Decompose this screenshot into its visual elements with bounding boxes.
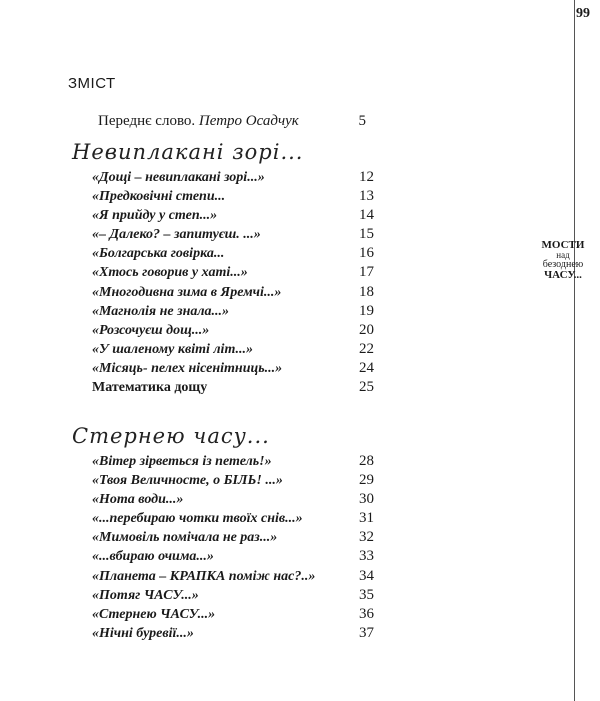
toc-entry[interactable] xyxy=(92,302,382,321)
toc-entry[interactable] xyxy=(92,624,382,643)
toc-entry-title: «Магнолія не знала...» xyxy=(92,303,230,319)
toc-entry[interactable] xyxy=(92,263,382,282)
toc-entry-title: «...перебираю чотки твоїх снів...» xyxy=(92,511,303,527)
toc-entry[interactable] xyxy=(92,206,382,225)
toc-entry[interactable] xyxy=(92,340,382,359)
toc-entry-page: 36 xyxy=(359,605,374,622)
margin-rule xyxy=(574,0,575,701)
toc-entry-title: «Нічні буревії...» xyxy=(92,625,194,641)
toc-entry-page: 18 xyxy=(359,283,374,300)
toc-entry-title: «Мимовіль помічала не раз...» xyxy=(92,530,278,546)
toc-entry[interactable] xyxy=(92,283,382,302)
toc-entry[interactable] xyxy=(92,547,382,566)
toc-entry[interactable] xyxy=(92,359,382,378)
toc-entry-title: «Нота води...» xyxy=(92,492,184,508)
toc-entry-title: «Хтось говорив у хаті...» xyxy=(92,265,248,281)
toc-entry-title: «Стернею ЧАСУ...» xyxy=(92,606,216,622)
toc-entry-page: 20 xyxy=(359,321,374,338)
toc-entry-page: 31 xyxy=(359,510,374,527)
toc-entry-page: 32 xyxy=(359,529,374,546)
foreword-label: Переднє слово. xyxy=(98,113,196,129)
toc-heading: ЗМІСТ xyxy=(68,75,116,92)
toc-entry-title: «Місяць- пелех нісенітниць...» xyxy=(92,360,283,376)
toc-entry[interactable] xyxy=(92,452,382,471)
toc-entry-title: «– Далеко? – запитуєш. ...» xyxy=(92,227,261,243)
toc-entry-title: «Многодивна зима в Яремчі...» xyxy=(92,284,282,300)
toc-entry[interactable] xyxy=(92,378,382,397)
toc-entry-page: 28 xyxy=(359,453,374,469)
toc-entry[interactable] xyxy=(92,605,382,624)
toc-entry-page: 13 xyxy=(359,188,374,205)
running-title-line-3: безоднею xyxy=(542,259,584,270)
toc-entry-title: Математика дощу xyxy=(92,380,208,396)
toc-entry-page: 34 xyxy=(359,567,374,584)
toc-entry-title: «...вбираю очима...» xyxy=(92,549,214,565)
toc-entry-page: 33 xyxy=(359,548,374,565)
toc-entry[interactable] xyxy=(92,244,382,263)
toc-entry-page: 19 xyxy=(359,302,374,319)
toc-entry-title: «У шаленому квіті літ...» xyxy=(92,341,253,357)
toc-entry-page: 37 xyxy=(359,624,374,641)
toc-entry-page: 29 xyxy=(359,472,374,489)
toc-entry-page: 14 xyxy=(359,207,374,224)
running-title-line-4: ЧАСУ... xyxy=(544,269,582,281)
toc-entry-title: «Планета – КРАПКА поміж нас?..» xyxy=(92,568,316,584)
page-number: 99 xyxy=(576,6,590,21)
toc-entry-title: «Я прийду у степ...» xyxy=(92,208,218,224)
toc-entry-page: 12 xyxy=(359,169,374,185)
toc-entry-foreword[interactable] xyxy=(98,113,374,130)
toc-entry[interactable] xyxy=(92,225,382,244)
toc-entry-page: 16 xyxy=(359,245,374,262)
toc-entry-page: 17 xyxy=(359,264,374,281)
toc-entry-page: 24 xyxy=(359,359,374,376)
toc-entry-title: «Дощі – невиплакані зорі...» xyxy=(92,170,265,185)
section-2-entries xyxy=(92,452,382,643)
foreword-author: Петро Осадчук xyxy=(198,113,299,129)
toc-entry-title: «Розсочуєш дощ...» xyxy=(92,322,210,338)
toc-entry-title: «Потяг ЧАСУ...» xyxy=(92,587,199,603)
toc-entry-page: 30 xyxy=(359,491,374,508)
toc-entry[interactable] xyxy=(92,490,382,509)
toc-entry-page: 25 xyxy=(359,379,374,396)
book-running-title xyxy=(533,240,593,281)
toc-entry-page: 15 xyxy=(359,226,374,243)
toc-entry[interactable] xyxy=(92,528,382,547)
toc-entry-page: 35 xyxy=(359,586,374,603)
section-title-2: Стернею часу... xyxy=(72,424,270,448)
toc-entry[interactable] xyxy=(92,567,382,586)
toc-entry[interactable] xyxy=(92,509,382,528)
toc-entry-page: 22 xyxy=(359,340,374,357)
toc-entry[interactable] xyxy=(92,471,382,490)
running-title-line-2: над xyxy=(556,250,570,260)
foreword-page: 5 xyxy=(358,113,366,129)
section-1-entries xyxy=(92,168,382,397)
toc-entry-title: «Предковічні степи... xyxy=(92,189,226,205)
toc-entry[interactable] xyxy=(92,187,382,206)
running-title-line-1: МОСТИ xyxy=(541,239,585,251)
toc-entry-title: «Твоя Величносте, о БІЛЬ! ...» xyxy=(92,473,283,489)
toc-entry-title: «Болгарська говірка... xyxy=(92,246,225,262)
toc-entry[interactable] xyxy=(92,168,382,187)
toc-entry-title: «Вітер зірветься із петель!» xyxy=(92,454,272,469)
toc-entry[interactable] xyxy=(92,586,382,605)
toc-entry[interactable] xyxy=(92,321,382,340)
section-title-1: Невиплакані зорі... xyxy=(72,140,304,164)
